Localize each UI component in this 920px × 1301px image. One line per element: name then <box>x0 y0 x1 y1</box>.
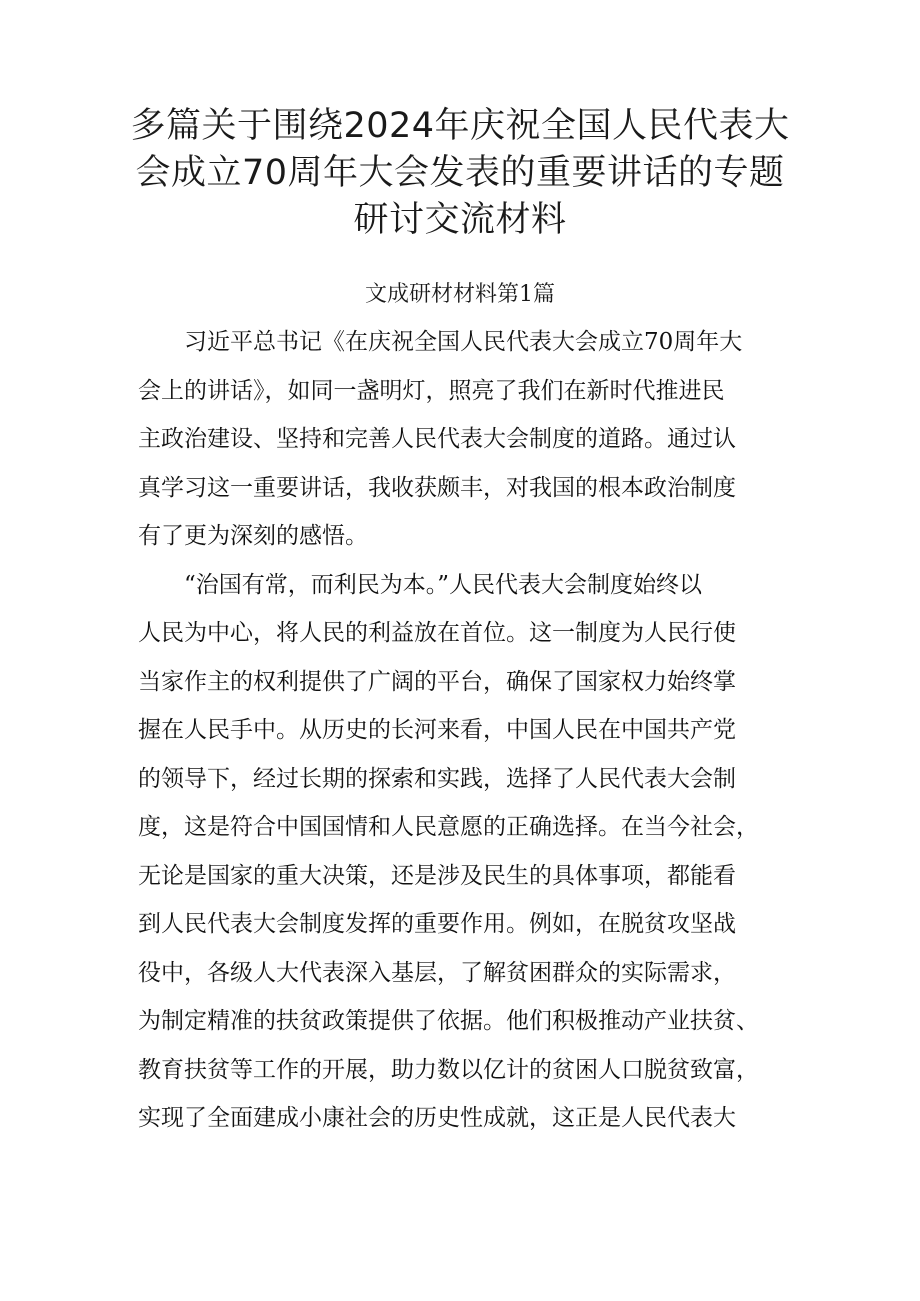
paragraph-line: 主政治建设、坚持和完善人民代表大会制度的道路。通过认 <box>138 426 736 452</box>
paragraph-line: “治国有常，而利民为本。”人民代表大会制度始终以 <box>184 571 703 598</box>
document-subtitle: 文成研材材料第1篇 <box>365 282 555 307</box>
paragraph-line: 人民为中心，将人民的利益放在首位。这一制度为人民行使 <box>138 620 736 646</box>
paragraph-line: 会上的讲话》，如同一盏明灯，照亮了我们在新时代推进民 <box>138 377 725 404</box>
paragraph-2 <box>138 561 798 1143</box>
paragraph-line: 无论是国家的重大决策，还是涉及民生的具体事项，都能看 <box>138 862 736 889</box>
paragraph-line: 的领导下，经过长期的探索和实践，选择了人民代表大会制 <box>138 765 736 792</box>
paragraph-line: 度，这是符合中国国情和人民意愿的正确选择。在当今社会， <box>138 814 759 840</box>
paragraph-line: 教育扶贫等工作的开展，助力数以亿计的贫困人口脱贫致富， <box>138 1056 759 1083</box>
paragraph-line: 握在人民手中。从历史的长河来看，中国人民在中国共产党 <box>138 717 736 743</box>
paragraph-line: 实现了全面建成小康社会的历史性成就，这正是人民代表大 <box>138 1105 736 1131</box>
paragraph-line: 有了更为深刻的感悟。 <box>138 523 368 549</box>
paragraph-line: 为制定精准的扶贫政策提供了依据。他们积极推动产业扶贫、 <box>138 1008 759 1034</box>
paragraph-line: 真学习这一重要讲话，我收获颇丰，对我国的根本政治制度 <box>138 474 736 501</box>
paragraph-line: 到人民代表大会制度发挥的重要作用。例如，在脱贫攻坚战 <box>138 911 736 937</box>
document-body <box>138 318 798 1143</box>
paragraph-line: 当家作主的权利提供了广阔的平台，确保了国家权力始终掌 <box>138 668 736 695</box>
title-line-1: 多篇关于围绕2024年庆祝全国人民代表大 <box>130 106 790 146</box>
title-line-3: 研讨交流材料 <box>353 200 567 240</box>
title-line-2: 会成立70周年大会发表的重要讲话的专题 <box>135 153 785 193</box>
paragraph-line: 习近平总书记《在庆祝全国人民代表大会成立70周年大 <box>184 329 743 355</box>
paragraph-line: 役中，各级人大代表深入基层，了解贫困群众的实际需求， <box>138 959 736 986</box>
paragraph-1 <box>138 318 798 561</box>
document-title <box>130 103 790 244</box>
